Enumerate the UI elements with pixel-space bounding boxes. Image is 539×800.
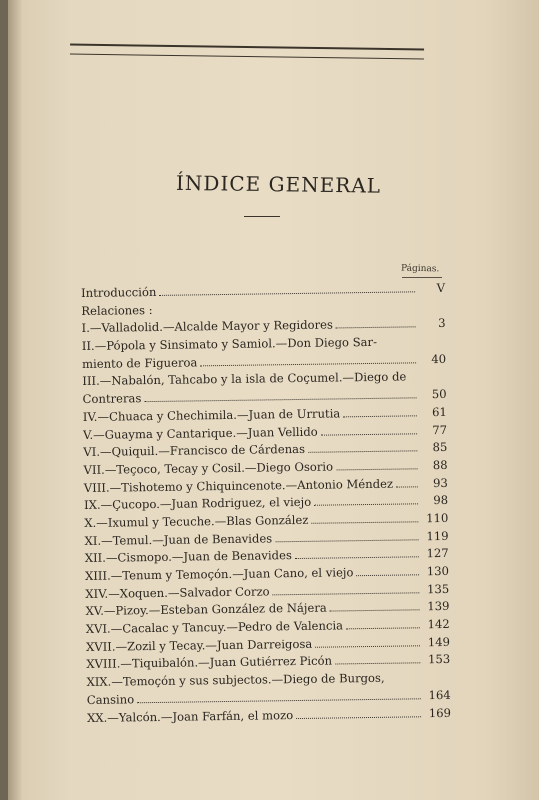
toc-entry-text: Relaciones :: [81, 302, 153, 318]
dot-leader: [335, 663, 420, 665]
toc-entry-text: VI.—Quiquil.—Francisco de Cárdenas: [83, 442, 306, 460]
toc-entry-text: Contreras: [82, 391, 142, 407]
title-underline: [244, 216, 280, 217]
toc-entry-page: 88: [432, 457, 448, 472]
dot-leader: [275, 539, 418, 542]
dot-leader: [343, 415, 417, 417]
toc-entry-text: Introducción: [81, 284, 157, 300]
toc-entry-text: XVII.—Zozil y Tecay.—Juan Darreigosa: [85, 636, 313, 654]
toc-entry-text: XVI.—Cacalac y Tancuy.—Pedro de Valencia: [85, 618, 344, 637]
toc-entry-text: Cansino: [86, 692, 135, 707]
toc-entry-text: XVIII.—Tiquibalón.—Juan Gutiérrez Picón: [86, 653, 333, 672]
dot-leader: [321, 433, 417, 435]
toc-entry-page: 127: [426, 546, 449, 561]
dot-leader: [311, 521, 418, 523]
toc-entry-page: 50: [431, 387, 447, 402]
toc-entry-text: XV.—Pizoy.—Esteban González de Nájera: [85, 600, 327, 619]
toc-entry-text: XIX.—Temoçón y sus subjectos.—Diego de Burgos,: [86, 670, 385, 690]
table-of-contents: [81, 281, 451, 728]
toc-entry-page: 61: [431, 404, 447, 419]
toc-entry-page: 85: [432, 440, 448, 455]
toc-entry-text: XX.—Yalcón.—Joan Farfán, el mozo: [86, 707, 294, 725]
toc-entry-page: 169: [428, 705, 452, 720]
toc-entry-page: 164: [428, 687, 451, 702]
dot-leader: [330, 610, 420, 612]
dot-leader: [315, 645, 420, 647]
toc-entry: [87, 705, 451, 728]
toc-entry-text: XI.—Temul.—Juan de Benavides: [84, 530, 273, 548]
header-rule: [70, 44, 424, 60]
toc-entry-page: 153: [428, 652, 451, 667]
pages-column-label: Páginas.: [400, 263, 440, 275]
dot-leader: [336, 468, 417, 470]
dot-leader: [295, 557, 419, 560]
toc-entry-text: IX.—Çucopo.—Juan Rodriguez, el viejo: [83, 495, 312, 513]
book-page: [8, 0, 539, 800]
toc-entry-page: 119: [426, 528, 449, 543]
toc-entry-page: 149: [427, 634, 451, 649]
toc-entry-page: 135: [427, 581, 450, 596]
toc-entry-page: 142: [427, 616, 450, 632]
toc-entry-page: 40: [431, 351, 447, 366]
toc-entry-text: XIII.—Tenum y Temoçón.—Juan Cano, el viejo: [84, 565, 354, 583]
toc-entry-page: 77: [432, 422, 448, 437]
toc-entry-text: XIV.—Xoquen.—Salvador Corzo: [85, 584, 270, 601]
toc-entry-text: VIII.—Tishotemo y Chiquincenote.—Antonio Méndez: [83, 476, 394, 495]
toc-entry-text: V.—Guayma y Cantarique.—Juan Vellido: [82, 424, 318, 442]
dot-leader: [357, 574, 420, 576]
dot-leader: [308, 451, 417, 454]
pages-label-rule: [402, 277, 442, 278]
toc-entry-page: 139: [427, 599, 450, 614]
toc-entry-text: miento de Figueroa: [81, 355, 198, 371]
toc-entry-text: I.—Valladolid.—Alcalde Mayor y Regidores: [81, 317, 334, 336]
dot-leader: [314, 504, 418, 506]
toc-entry-page: 110: [426, 510, 449, 526]
dot-leader: [144, 397, 416, 402]
toc-entry-page: V: [436, 280, 446, 296]
dot-leader: [159, 291, 415, 296]
toc-entry-page: 3: [438, 316, 446, 331]
dot-leader: [296, 716, 421, 719]
toc-entry-text: III.—Nabalón, Tahcabo y la isla de Coçumel.—Diego de: [82, 369, 407, 389]
toc-entry-text: XII.—Cismopo.—Juan de Benavides: [84, 548, 292, 566]
page-gutter: [8, 0, 22, 800]
dot-leader: [396, 486, 418, 487]
dot-leader: [336, 327, 416, 329]
toc-entry-page: 93: [432, 475, 448, 490]
dot-leader: [346, 627, 420, 629]
toc-entry-text: IV.—Chuaca y Chechimila.—Juan de Urrutia: [82, 406, 341, 424]
page-title: ÍNDICE GENERAL: [175, 170, 382, 198]
toc-entry-page: 130: [426, 563, 450, 579]
toc-entry-text: X.—Ixumul y Tecuche.—Blas González: [84, 512, 309, 530]
toc-entry-page: 98: [433, 493, 449, 508]
dot-leader: [200, 362, 416, 366]
toc-entry-text: VII.—Teçoco, Tecay y Cosil.—Diego Osorio: [83, 459, 334, 477]
toc-entry-text: II.—Pópola y Sinsimato y Samiol.—Don Diego Sar-: [81, 334, 378, 354]
dot-leader: [273, 592, 420, 595]
dot-leader: [137, 698, 421, 703]
